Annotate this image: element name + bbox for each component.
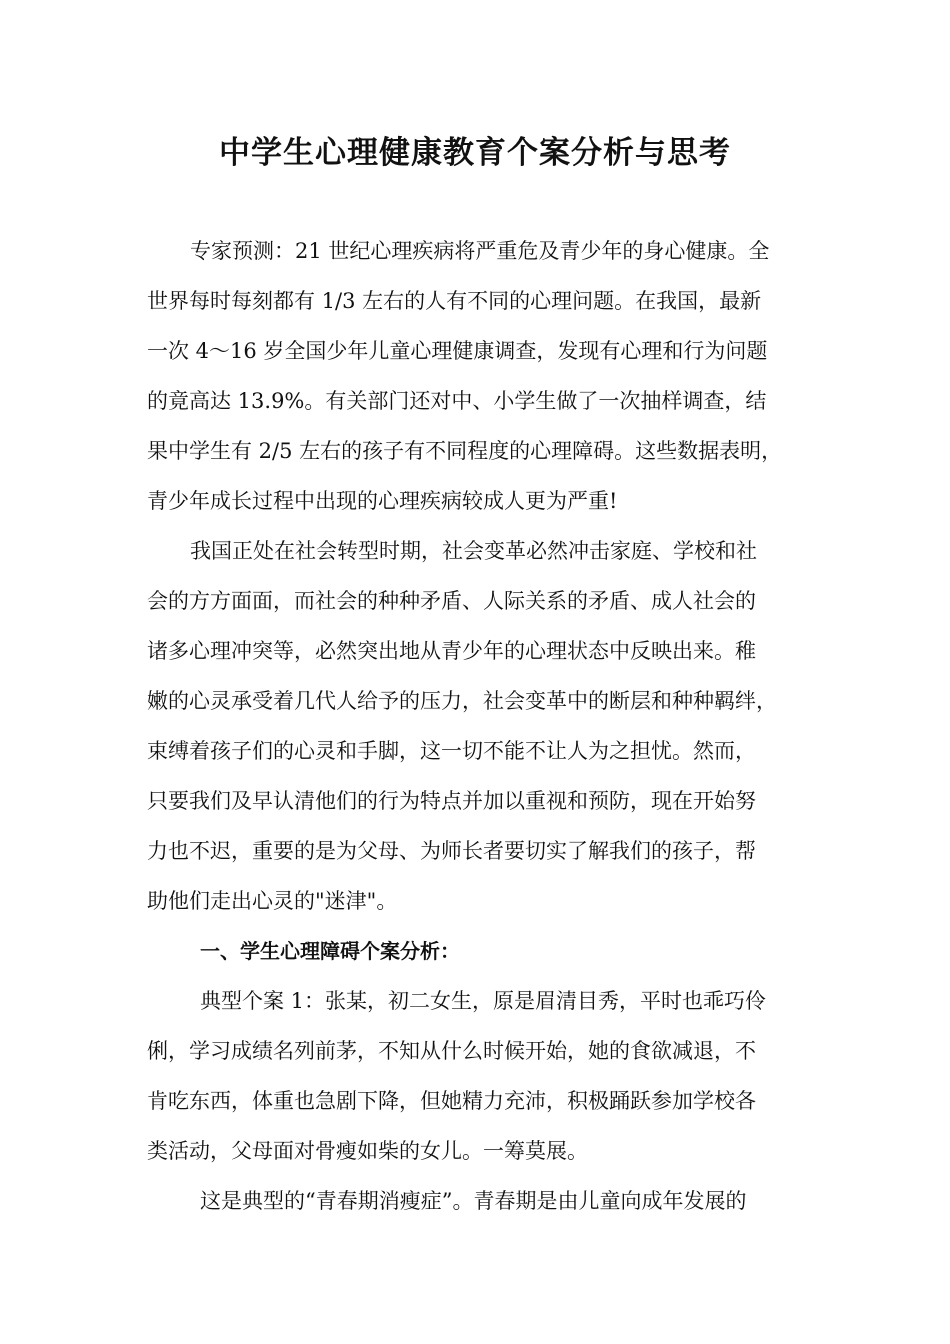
paragraph-line: 诸多心理冲突等，必然突出地从青少年的心理状态中反映出来。稚: [147, 639, 756, 663]
paragraph-line: 肯吃东西，体重也急剧下降，但她精力充沛，积极踊跃参加学校各: [147, 1089, 756, 1113]
paragraph-line: 典型个案 1：张某，初二女生，原是眉清目秀，平时也乖巧伶: [200, 989, 767, 1013]
document-title: 中学生心理健康教育个案分析与思考: [219, 135, 731, 171]
paragraph-line: 束缚着孩子们的心灵和手脚，这一切不能不让人为之担忧。然而，: [147, 739, 756, 763]
paragraph-line: 俐，学习成绩名列前茅，不知从什么时候开始，她的食欲减退，不: [147, 1039, 756, 1063]
paragraph-line: 青少年成长过程中出现的心理疾病较成人更为严重!: [147, 489, 618, 513]
section-heading: 一、学生心理障碍个案分析：: [200, 939, 460, 963]
paragraph-line: 力也不迟，重要的是为父母、为师长者要切实了解我们的孩子，帮: [147, 839, 756, 863]
paragraph-line: 专家预测：21 世纪心理疾病将严重危及青少年的身心健康。全: [190, 239, 770, 263]
paragraph-line: 一次 4～16 岁全国少年儿童心理健康调查，发现有心理和行为问题: [147, 339, 768, 363]
paragraph-line: 这是典型的“青春期消瘦症”。青春期是由儿童向成年发展的: [200, 1189, 747, 1213]
paragraph-line: 会的方方面面，而社会的种种矛盾、人际关系的矛盾、成人社会的: [147, 589, 756, 613]
paragraph-line: 果中学生有 2/5 左右的孩子有不同程度的心理障碍。这些数据表明，: [147, 439, 783, 463]
paragraph-line: 类活动，父母面对骨瘦如柴的女儿。一筹莫展。: [147, 1139, 588, 1163]
paragraph-line: 助他们走出心灵的"迷津"。: [147, 889, 398, 913]
paragraph-line: 嫩的心灵承受着几代人给予的压力，社会变革中的断层和种种羁绊，: [147, 689, 777, 713]
paragraph-line: 世界每时每刻都有 1/3 左右的人有不同的心理问题。在我国，最新: [147, 289, 762, 313]
paragraph-line: 只要我们及早认清他们的行为特点并加以重视和预防，现在开始努: [147, 789, 756, 813]
paragraph-line: 我国正处在社会转型时期，社会变革必然冲击家庭、学校和社: [190, 539, 757, 563]
paragraph-line: 的竟高达 13.9%。有关部门还对中、小学生做了一次抽样调查，结: [147, 389, 767, 413]
